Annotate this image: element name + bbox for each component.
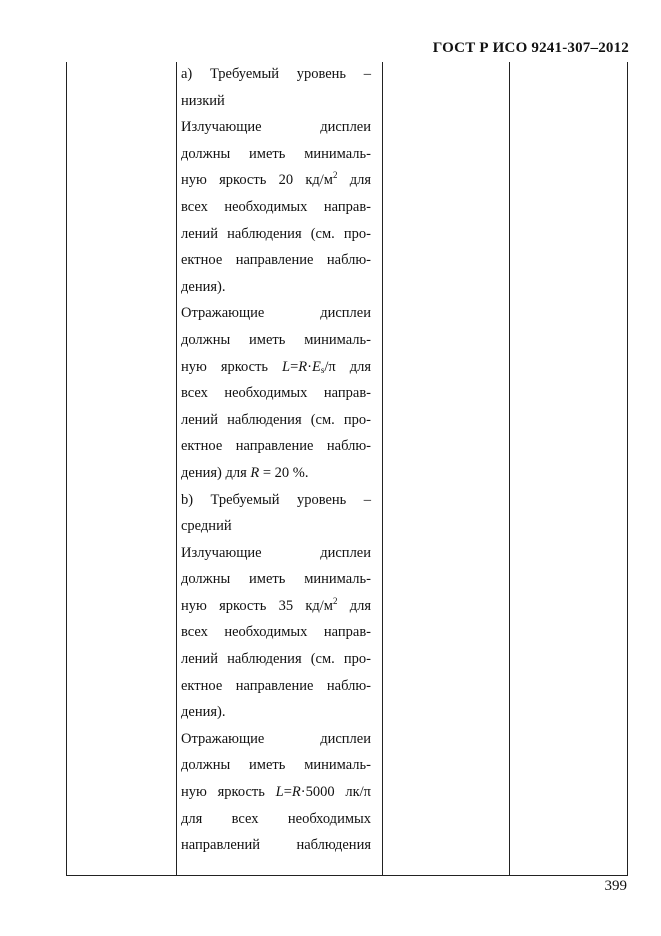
- text-segment: = 20 %.: [259, 464, 309, 481]
- superscript: 2: [332, 595, 338, 606]
- text-segment: ·5000 лк/π: [300, 784, 371, 801]
- subscript: s: [320, 364, 325, 375]
- column-divider-3: [509, 62, 510, 875]
- text-segment: ную яркость 20 кд/м: [181, 172, 333, 189]
- column-divider-2: [382, 62, 383, 875]
- text-line: [181, 355, 371, 382]
- document-header: ГОСТ Р ИСО 9241-307–2012: [432, 40, 629, 56]
- text-line: дения).: [181, 278, 226, 295]
- formula-var-R: R: [291, 784, 301, 801]
- text-line: должны иметь минималь-: [181, 145, 371, 162]
- text-line: b) Требуемый уровень –: [181, 491, 371, 508]
- text-line: Излучающие дисплеи: [181, 119, 371, 136]
- text-line: должны иметь минималь-: [181, 571, 371, 588]
- page-number: 399: [604, 878, 627, 894]
- text-line: Излучающие дисплеи: [181, 544, 371, 561]
- text-segment: ную яркость: [181, 358, 283, 375]
- text-line: лений наблюдения (см. про-: [181, 651, 371, 668]
- text-line: средний: [181, 518, 232, 535]
- formula-var-E: E: [312, 358, 321, 375]
- text-segment: /π для: [324, 358, 371, 375]
- text-line: всех необходимых направ-: [181, 385, 371, 402]
- text-line: низкий: [181, 92, 225, 109]
- formula-equals: =: [283, 784, 292, 801]
- text-segment: ную яркость: [181, 784, 276, 801]
- formula-var-L: L: [282, 358, 291, 375]
- text-line: всех необходимых направ-: [181, 198, 371, 215]
- text-line: ектное направление наблю-: [181, 677, 371, 694]
- formula-equals: =: [290, 358, 299, 375]
- formula-var-L: L: [275, 784, 284, 801]
- text-line: должны иметь минималь-: [181, 331, 371, 348]
- text-segment: для: [337, 597, 371, 614]
- text-line: всех необходимых направ-: [181, 624, 371, 641]
- formula-var-R: R: [298, 358, 308, 375]
- text-line: Отражающие дисплеи: [181, 730, 371, 747]
- text-line: ектное направление наблю-: [181, 438, 371, 455]
- text-segment: дения) для: [181, 464, 251, 481]
- formula-dot: ·: [307, 358, 312, 375]
- text-line: направлений наблюдения: [181, 837, 371, 854]
- formula-var-R: R: [250, 464, 260, 481]
- text-line: должны иметь минималь-: [181, 757, 371, 774]
- requirement-cell: [181, 62, 371, 860]
- text-line: [181, 780, 371, 807]
- superscript: 2: [332, 170, 338, 181]
- text-line: [181, 461, 371, 488]
- text-line: лений наблюдения (см. про-: [181, 225, 371, 242]
- text-line: Отражающие дисплеи: [181, 305, 371, 322]
- column-divider-1: [176, 62, 177, 875]
- text-line: [181, 168, 371, 195]
- text-segment: для: [337, 172, 371, 189]
- text-line: лений наблюдения (см. про-: [181, 411, 371, 428]
- text-line: для всех необходимых: [181, 810, 371, 827]
- text-line: a) Требуемый уровень –: [181, 66, 371, 82]
- text-line: ектное направление наблю-: [181, 252, 371, 269]
- text-line: дения).: [181, 704, 226, 721]
- text-line: [181, 594, 371, 621]
- text-segment: ную яркость 35 кд/м: [181, 597, 333, 614]
